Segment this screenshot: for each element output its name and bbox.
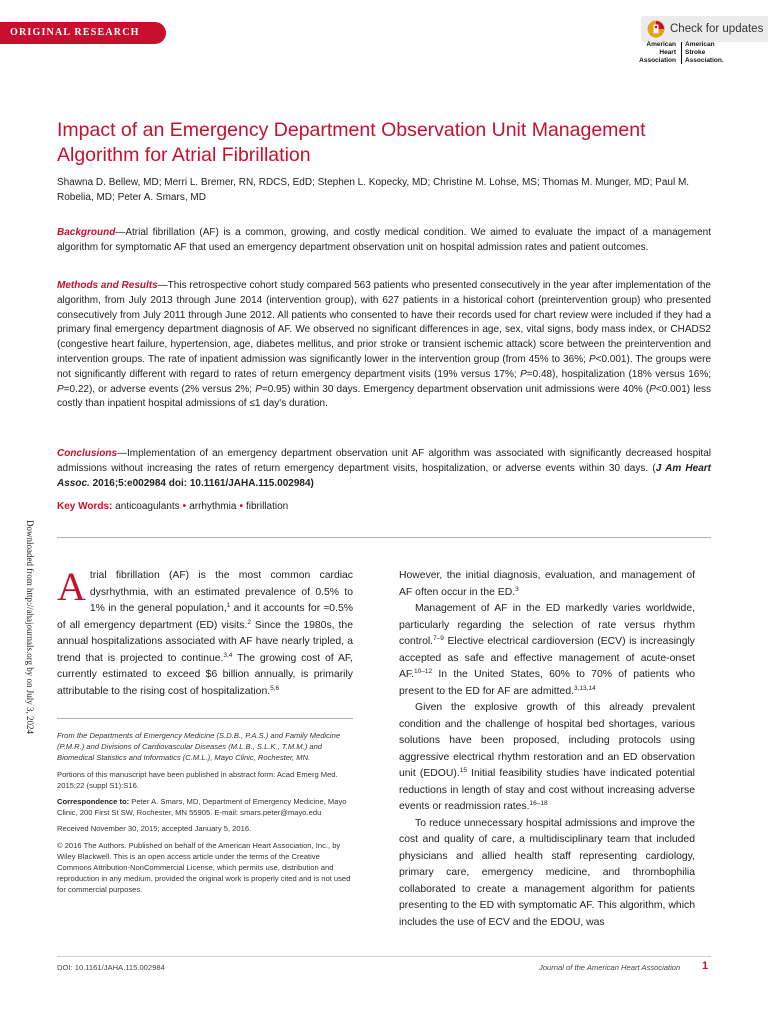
citation-ref[interactable]: 5,6: [270, 684, 280, 692]
license-statement: © 2016 The Authors. Published on behalf of the American Heart Association, Inc., by Wiley Blackwell. This is an open access article under the terms of the Creative Commons Attribution-NonCommercial License, which permits use, distribution and reproduction in any medium, provided the original work is properly cited and is not used for commercial purposes.: [57, 840, 351, 895]
conclusions-label: Conclusions: [57, 448, 118, 459]
correspondence-text: Peter A. Smars, MD, Department of Emergency Medicine, Mayo Clinic, 200 First St SW, Rochester, MN 55905. E-mail: smars.peter@mayo.edu: [57, 797, 347, 818]
footer-journal: Journal of the American Heart Association: [539, 963, 681, 972]
page-number: 1: [702, 960, 709, 972]
logo-org2-line3: Association.: [685, 57, 724, 64]
aha-logo-text: [639, 41, 676, 65]
citation-doi[interactable]: 2016;5:e002984 doi: 10.1161/JAHA.115.002984): [89, 477, 314, 489]
article-title-line1: Impact of an Emergency Department Observation Unit Management: [57, 119, 646, 141]
p-value-label: P: [588, 353, 596, 365]
methods-text-5: =0.95) within 30 days. Emergency department observation unit admissions were 40% (: [261, 383, 650, 395]
intro-text-1: trial fibrillation (AF) is the most common cardiac dysrhythmia, with an estimated prevalence of 0.5% to 1% in the general population,: [89, 570, 353, 614]
received-dates: Received November 30, 2015; accepted January 5, 2016.: [57, 824, 252, 834]
citation-ref[interactable]: 3: [515, 585, 519, 593]
keywords: [57, 500, 288, 514]
p-value-label: P: [255, 383, 262, 395]
citation-ref[interactable]: 10–12: [414, 668, 433, 675]
article-notes: [57, 718, 353, 901]
keywords-label: Key Words:: [57, 501, 113, 512]
article-title-line2: Algorithm for Atrial Fibrillation: [57, 144, 311, 166]
citation-journal: J Am Heart Assoc.: [57, 462, 711, 489]
right-column: [399, 568, 695, 931]
paragraph: [399, 601, 695, 700]
keyword-separator: •: [239, 501, 243, 512]
paragraph-text: However, the initial diagnosis, evaluation, and management of AF often occur in the ED.: [399, 570, 695, 598]
paragraph-text: Initial feasibility studies have indicated potential reductions in length of stay and cost without increasing adverse events or readmission rates.: [399, 768, 695, 812]
logo-divider: [681, 42, 682, 64]
download-watermark-text: Downloaded from http://ahajournals.org by on July 3, 2024: [25, 520, 35, 735]
paragraph-text: Elective electrical cardioversion (ECV) is increasingly accepted as safe and effective management of acute-onset AF.: [399, 636, 695, 680]
citation-ref[interactable]: 3,13,14: [574, 684, 596, 692]
correspondence: [57, 796, 353, 818]
logo-org1-line3: Association: [639, 57, 676, 64]
asa-logo-text: [685, 41, 724, 65]
logo-org1-line2: Heart: [659, 49, 676, 56]
methods-text-4: =0.22), or adverse events (2% versus 2%;: [63, 383, 256, 395]
article-title: [57, 118, 737, 168]
drop-cap: A: [57, 564, 86, 609]
paragraph: [399, 700, 695, 816]
citation-ref[interactable]: 3,4: [223, 651, 233, 659]
methods-text-2: <0.001). The groups were not significantly different with regard to rates of return emergency department visits (19% versus 17%;: [57, 353, 712, 380]
intro-text-4: The growing cost of AF, currently estimated to exceed $6 billion annually, is primarily attributable to the rising cost of hospitalization.: [57, 652, 353, 697]
p-value-label: P: [520, 368, 527, 380]
logo-org2-line1: American: [685, 41, 715, 48]
conclusions-text: —Implementation of an emergency department observation unit AF algorithm was associated with significantly decreased hospital admissions without increasing the rates of return emergency department visits, hospitalization, or adverse events within 30 days. (: [57, 448, 711, 474]
paragraph: [399, 568, 695, 601]
methods-text-1: —This retrospective cohort study compared 563 patients who presented consecutively in the year after implementation of the algorithm, from July 2013 through June 2014 (intervention group), with 627 patients in a historical cohort (preintervention group) who presented consecutively from July 2011 through June 2012. All patients who consented to have their records used for chart review were included if they had a primary final emergency department diagnosis of AF. We observed no significant differences in age, sex, vital signs, body mass index, or CHADS2 (congestive heart failure, hypertension, age, diabetes mellitus, and prior stroke or transient ischemic attack) score between the preintervention and intervention groups. The rate of inpatient admission was significantly lower in the intervention group (from 45% to 36%;: [57, 280, 711, 365]
author-list: Shawna D. Bellew, MD; Merri L. Bremer, RN, RDCS, EdD; Stephen L. Kopecky, MD; Christine M. Lohse, MS; Thomas M. Munger, MD; Paul M. Robelia, MD; Peter A. Smars, MD: [57, 177, 690, 203]
paragraph: To reduce unnecessary hospital admissions and improve the cost and quality of care, a multidisciplinary team that included physicians and allied health staff representing cardiology, primary care, emergency medicine, and thrombophilia collaborated to create a management algorithm for patients presenting to the ED with symptomatic AF. This algorithm, which includes the use of ECV and the EDOU, was: [399, 817, 695, 928]
citation-ref[interactable]: 7–9: [433, 635, 444, 642]
footer-doi[interactable]: DOI: 10.1161/JAHA.115.002984: [57, 963, 165, 972]
p-value-label: P: [57, 383, 64, 395]
paragraph-text: In the United States, 60% to 70% of patients who present to the ED for AF are admitted.: [399, 669, 695, 697]
download-watermark: [27, 520, 41, 768]
prior-publication: Portions of this manuscript have been published in abstract form: Acad Emerg Med. 2015;22 (suppl S1):S16.: [57, 769, 338, 790]
citation-ref[interactable]: 2: [247, 618, 251, 626]
paragraph-text: Given the explosive growth of this already prevalent condition and the challenge of hospital bed shortages, various solutions have been proposed, including protocols using aggressive electrical rhythm restoration and an ED observation unit (EDOU).: [399, 702, 695, 779]
aha-asa-logo: [612, 41, 768, 67]
background-label: Background: [57, 227, 116, 238]
check-for-updates-label: Check for updates: [670, 23, 764, 35]
intro-paragraph: [57, 564, 353, 700]
footer-divider: [57, 956, 711, 957]
methods-label: Methods and Results: [57, 280, 158, 291]
logo-org2-line2: Stroke: [685, 49, 706, 56]
background-text: —Atrial fibrillation (AF) is a common, growing, and costly medical condition. We aimed to evaluate the impact of a management algorithm for symptomatic AF that used an emergency department observation unit on hospital admission rates and patient outcomes.: [57, 227, 711, 253]
intro-text-2: and it accounts for ≈0.5% of all emergency department (ED) visits.: [57, 603, 353, 631]
paragraph-text: Management of AF in the ED markedly varies worldwide, particularly regarding the selection of rate versus rhythm control.: [399, 603, 695, 647]
citation-ref[interactable]: 16–18: [529, 800, 548, 807]
article-type-label: ORIGINAL RESEARCH: [10, 27, 140, 38]
correspondence-label: Correspondence to:: [57, 797, 130, 807]
logo-org1-line1: American: [646, 41, 676, 48]
methods-text-6: <0.001) less costly than inpatient hospital admissions of ≤1 day's duration.: [57, 383, 712, 410]
check-for-updates-button[interactable]: [641, 16, 768, 42]
methods-text-3: =0.48), hospitalization (18% versus 16%;: [526, 368, 711, 380]
affiliations: From the Departments of Emergency Medicine (S.D.B., P.A.S.) and Family Medicine (P.M.R.) and Divisions of Cardiovascular Diseases (M.L.B., S.L.K., T.M.M.) and Biomedical Statistics and Informatics (C.M.L.), Mayo Clinic, Rochester, MN.: [57, 731, 341, 763]
citation-ref[interactable]: 15: [459, 767, 467, 774]
keyword[interactable]: anticoagulants: [115, 501, 180, 512]
p-value-label: P: [649, 383, 656, 395]
abstract-background: [57, 226, 711, 256]
article-type-banner: [0, 22, 166, 44]
abstract-conclusions: [57, 447, 711, 491]
check-for-updates-icon: [647, 20, 665, 38]
citation-ref[interactable]: 1: [226, 602, 231, 609]
keyword-separator: •: [182, 501, 187, 512]
abstract-methods-results: [57, 279, 711, 412]
abstract-divider: [57, 537, 711, 538]
keyword[interactable]: fibrillation: [245, 501, 289, 512]
intro-text-3: Since the 1980s, the annual hospitalizations associated with AF have nearly tripled, a trend that is projected to continue.: [57, 619, 353, 664]
left-column: [57, 564, 353, 700]
keyword[interactable]: arrhythmia: [189, 501, 237, 512]
